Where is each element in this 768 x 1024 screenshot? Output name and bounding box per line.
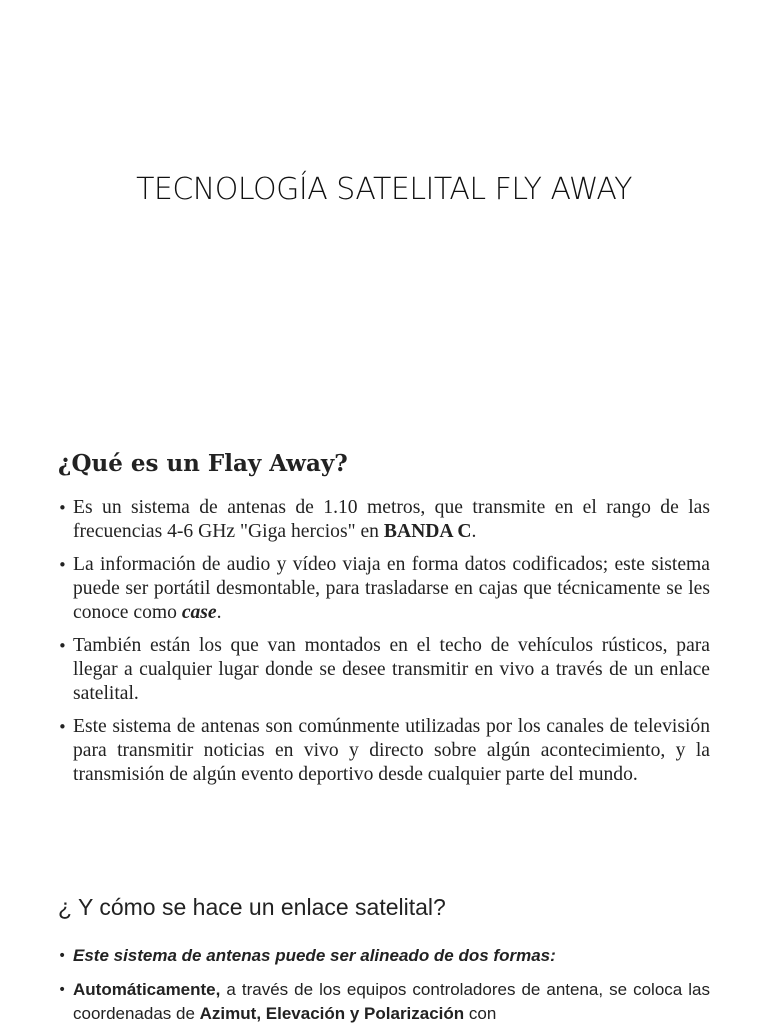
bold-italic-text: Este sistema de antenas puede ser alineado de dos formas: [73,946,556,965]
list-item [58,634,710,706]
bullet-icon: • [58,499,67,517]
bullet-text: . [471,521,477,542]
bullet-icon: • [58,556,67,574]
bullet-icon: • [58,637,67,655]
bold-text: BANDA C [383,521,472,542]
bullet-icon: • [58,982,67,998]
slide-what-is-fly-away [0,440,768,860]
bullet-text: Este sistema de antenas son comúnmente utilizadas por los canales de televisión para transmitir noticias en vivo y directo sobre algún acontecimiento, y la transmisión de algún evento deportivo desde cualquier parte del mundo. [73,716,710,785]
list-item [58,553,710,625]
bullet-icon: • [58,718,67,736]
bullet-list [58,496,710,796]
list-item [58,496,710,544]
slide-title: TECNOLOGÍA SATELITAL FLY AWAY [136,172,632,207]
bold-text: Automáticamente, [73,980,221,999]
bold-italic-text: case [181,602,217,623]
title-slide [0,0,768,430]
list-item [58,978,710,1024]
slide-heading: ¿Qué es un Flay Away? [58,450,348,477]
slide-heading: ¿ Y cómo se hace un enlace satelital? [58,894,446,920]
bullet-list [58,944,710,1024]
bold-text: Azimut, Elevación y Polarización [199,1004,465,1023]
list-item [58,944,710,968]
bullet-text: La información de audio y vídeo viaja en forma datos codificados; este sistema puede ser portátil desmontable, para trasladarse en cajas que técnicamente se les conoce como [73,554,710,623]
bullet-text: También están los que van montados en el techo de vehículos rústicos, para llegar a cualquier lugar donde se desee transmitir en vivo a través de un enlace satelital. [73,635,710,704]
slide-how-satellite-link [0,880,768,1024]
bullet-text: a través de los equipos controladores de antena, se coloca las coordenadas de [73,980,710,1023]
bullet-icon: • [58,948,67,964]
list-item [58,715,710,787]
bullet-text: Es un sistema de antenas de 1.10 metros, que transmite en el rango de las frecuencias 4-6 GHz "Giga hercios" en [73,497,710,542]
bullet-text: . [216,602,222,623]
bullet-text: con [464,1004,497,1023]
